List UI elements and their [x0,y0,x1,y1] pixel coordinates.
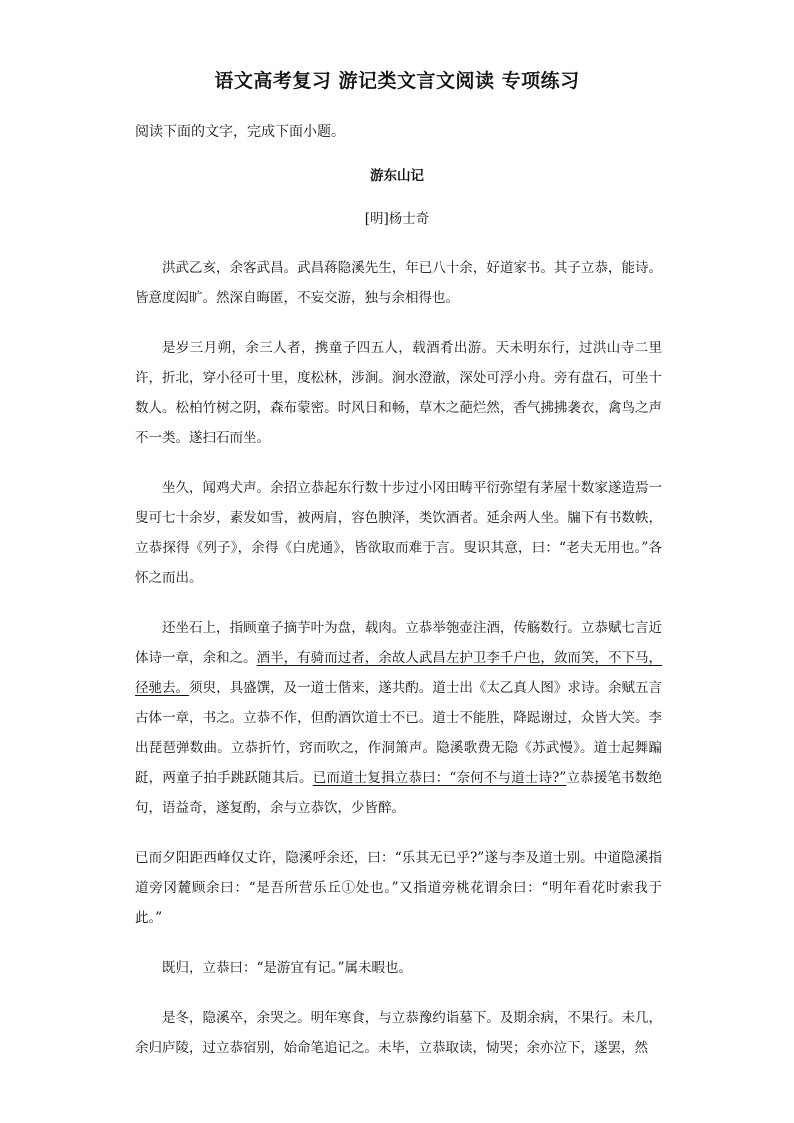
passage-author: [明]杨士奇 [364,211,430,227]
page-title: 语文高考复习 游记类文言文阅读 专项练习 [214,70,580,92]
paragraph-1: 洪武乙亥，余客武昌。武昌蒋隐溪先生，年已八十余，好道家书。其子立恭，能诗。皆意度闳旷。然深自晦匿，不妄交游，独与余相得也。 [135,260,662,306]
paragraph-2: 是岁三月朔，余三人者，携童子四五人，载酒肴出游。天未明东行，过洪山寺二里许，折北，穿小径可十里，度松林，涉涧。涧水澄澈，深处可浮小舟。旁有盘石，可坐十数人。松柏竹树之阴，森布蒙密。时风日和畅，草木之葩烂然，香气拂拂袭衣，禽鸟之声不一类。遂扫石而坐。 [135,340,662,446]
paragraph-6: 既归，立恭曰：“是游宜有记。”属未暇也。 [162,960,413,976]
paragraph-4-text-a: 还坐石上，指顾童子摘芋叶为盘，载肉。立恭举匏壶注酒，传觞数行。立恭赋七言近体诗一章，余和之。 [135,620,662,666]
passage-title: 游东山记 [370,168,424,184]
paragraph-4 [135,613,662,823]
paragraph-5: 已而夕阳距西峰仅丈许，隐溪呼余还，曰：“乐其无已乎?”遂与李及道士别。中道隐溪指道旁冈麓顾余曰：“是吾所营乐丘①处也。”又指道旁桃花谓余曰：“明年看花时索我于此。” [135,850,662,926]
instruction-text: 阅读下面的文字，完成下面小题。 [135,124,345,140]
paragraph-4-text-c: 立恭援笔书数绝句，语益奇，遂复酌，余与立恭饮，少皆醉。 [135,770,663,816]
underlined-sentence-2: 已而道士复揖立恭曰：“奈何不与道士诗?” [312,770,567,786]
paragraph-4-text-b: 须臾，具盛馔，及一道士偕来，遂共酌。道士出《太乙真人图》求诗。余赋五言古体一章，书之。立恭不作，但酌酒饮道士不已。道士不能胜，降跽谢过，众皆大笑。李出琵琶弹数曲。立恭折竹，窍而吹之，作洞箫声。隐溪歌费无隐《苏武慢》。道士起舞蹁跹，两童子拍手跳跃随其后。 [135,680,663,786]
underlined-sentence-1: 酒半，有骑而过者，余故人武昌左护卫李千户也，敛而笑，不下马，径驰去。 [135,650,663,696]
paragraph-7: 是冬，隐溪卒，余哭之。明年寒食，与立恭豫约诣墓下。及期余病，不果行。未几，余归庐陵，过立恭宿别，始命笔追记之。未毕，立恭取读，恸哭；余亦泣下，遂罢，然 [135,1010,662,1056]
paragraph-3: 坐久，闻鸡犬声。余招立恭起东行数十步过小冈田畴平衍弥望有茅屋十数家遂造焉一叟可七十余岁，素发如雪，被两肩，容色腴泽，类饮酒者。延余两人坐。牖下有书数帙，立恭探得《列子》，余得《白虎通》，皆欲取而难于言。叟识其意，曰：“老夫无用也。”各怀之而出。 [135,480,662,586]
passage-body [135,253,662,1083]
